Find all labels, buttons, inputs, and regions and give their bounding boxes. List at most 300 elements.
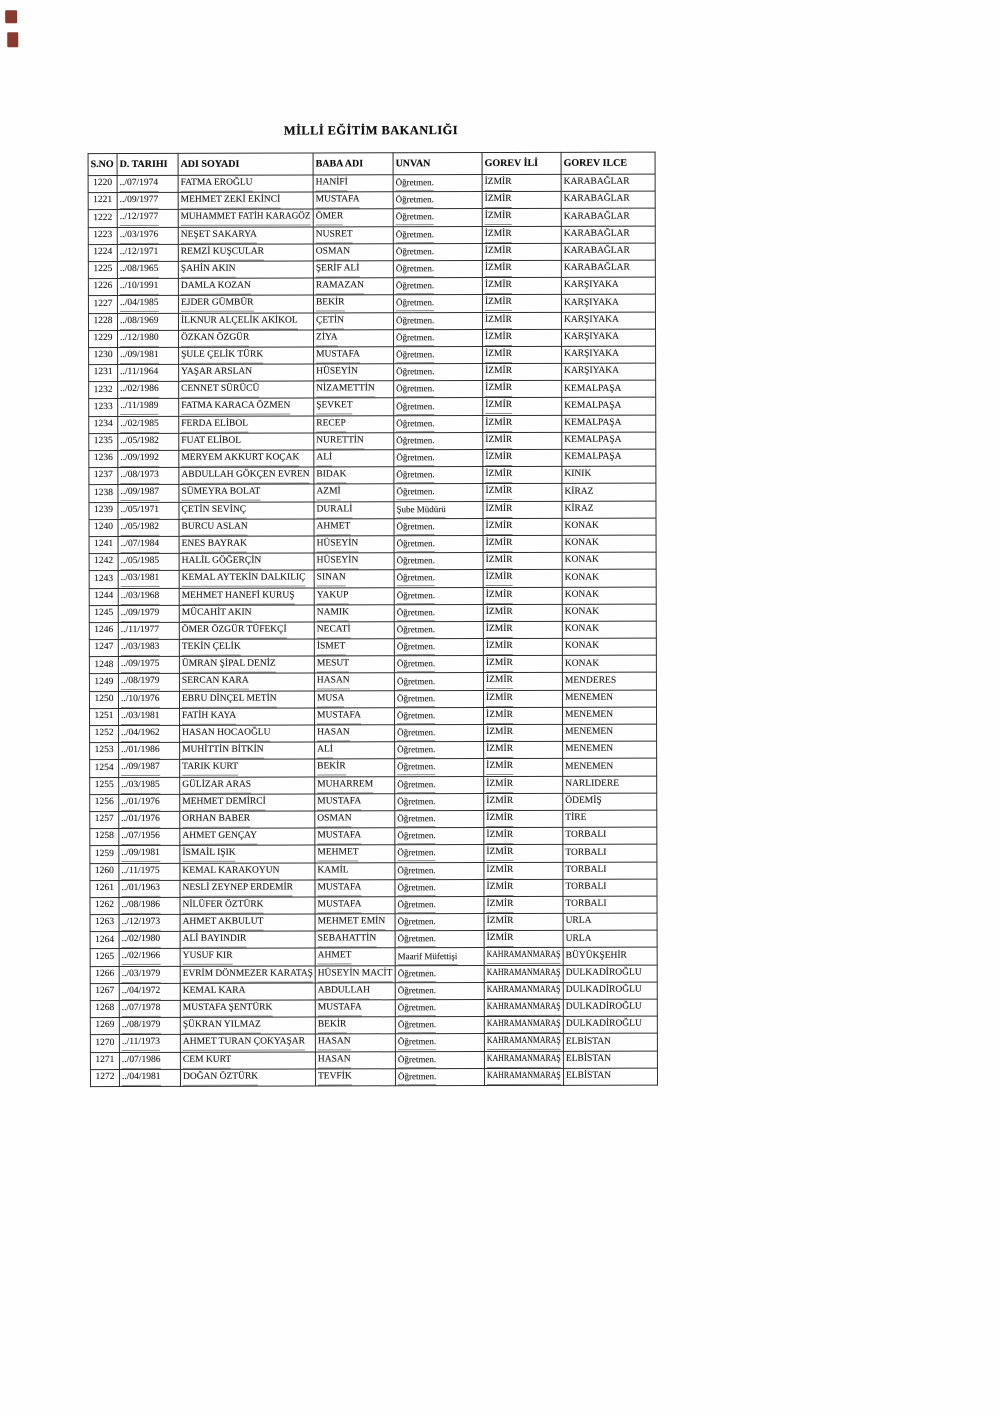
table-row bbox=[90, 1051, 657, 1070]
table-cell: ../07/1984 bbox=[118, 536, 179, 553]
table-cell: 1260 bbox=[90, 863, 119, 880]
table-cell: Öğretmen. bbox=[395, 776, 484, 793]
table-cell: ../02/1966 bbox=[119, 949, 180, 966]
table-row bbox=[90, 741, 657, 760]
table-cell: 1253 bbox=[90, 743, 119, 760]
table-cell: NİZAMETTİN bbox=[314, 381, 394, 398]
table-cell: KARŞIYAKA bbox=[561, 277, 655, 294]
table-cell: Öğretmen. bbox=[394, 432, 483, 449]
scan-artifact-mark bbox=[7, 32, 18, 47]
table-cell: AHMET TURAN ÇOKYAŞAR bbox=[180, 1034, 315, 1052]
table-cell: ../11/1964 bbox=[118, 364, 179, 381]
table-cell: Öğretmen. bbox=[394, 587, 483, 604]
table-cell: İZMİR bbox=[482, 260, 561, 277]
table-row bbox=[89, 346, 656, 365]
table-cell: HASAN bbox=[315, 1034, 395, 1051]
table-cell: ../05/1971 bbox=[118, 502, 179, 519]
table-cell: TEKİN ÇELİK bbox=[179, 639, 314, 657]
table-row bbox=[88, 226, 655, 245]
table-cell: Öğretmen. bbox=[393, 278, 482, 295]
table-cell: 1233 bbox=[89, 399, 118, 416]
table-row bbox=[90, 776, 657, 795]
table-row bbox=[88, 191, 655, 210]
table-cell: SERCAN KARA bbox=[179, 673, 314, 691]
column-header: ADI SOYADI bbox=[178, 153, 313, 175]
table-cell: 1239 bbox=[89, 502, 118, 519]
table-cell: KEMALPAŞA bbox=[562, 449, 656, 466]
table-cell: 1264 bbox=[90, 932, 119, 949]
table-cell: MUSTAFA bbox=[315, 897, 395, 914]
table-cell: Öğretmen. bbox=[394, 673, 483, 690]
table-cell: ../02/1986 bbox=[118, 382, 179, 399]
table-cell: Öğretmen. bbox=[395, 1017, 484, 1034]
table-row bbox=[88, 277, 655, 296]
table-cell: ../08/1973 bbox=[118, 468, 179, 485]
table-cell: İZMİR bbox=[483, 381, 562, 398]
table-cell: SÜMEYRA BOLAT bbox=[179, 484, 314, 502]
table-cell: ../10/1991 bbox=[117, 278, 178, 295]
table-cell: NURETTİN bbox=[314, 433, 394, 450]
table-cell: ../02/1985 bbox=[118, 416, 179, 433]
table-row bbox=[89, 604, 656, 623]
table-row bbox=[88, 260, 655, 279]
table-cell: ../09/1987 bbox=[118, 485, 179, 502]
table-cell: Maarif Müfettişi bbox=[395, 948, 484, 965]
table-cell: 1259 bbox=[90, 846, 119, 863]
table-cell: Öğretmen. bbox=[395, 725, 484, 742]
table-cell: ../11/1975 bbox=[119, 863, 180, 880]
table-cell: ../08/1965 bbox=[117, 261, 178, 278]
table-cell: İZMİR bbox=[483, 707, 562, 724]
table-cell: İZMİR bbox=[484, 776, 563, 793]
table-cell: ÖDEMİŞ bbox=[563, 793, 657, 810]
table-cell: TEVFİK bbox=[315, 1069, 395, 1086]
table-cell: MUHİTTİN BİTKİN bbox=[180, 742, 315, 760]
table-cell: Öğretmen. bbox=[395, 896, 484, 913]
table-cell: İZMİR bbox=[483, 604, 562, 621]
table-cell: İZMİR bbox=[484, 913, 563, 930]
table-cell: Öğretmen. bbox=[393, 243, 482, 260]
table-cell: KARŞIYAKA bbox=[562, 346, 656, 363]
table-cell: Öğretmen. bbox=[393, 192, 482, 209]
table-cell: İZMİR bbox=[483, 587, 562, 604]
table-cell: KAHRAMANMARAŞ bbox=[484, 999, 563, 1016]
table-cell: MÜCAHİT AKIN bbox=[179, 605, 314, 623]
table-cell: KEMALPAŞA bbox=[562, 398, 656, 415]
table-cell: HASAN bbox=[315, 725, 395, 742]
table-cell: 1244 bbox=[89, 588, 118, 605]
table-cell: ALİ bbox=[315, 742, 395, 759]
table-cell: ../12/1977 bbox=[117, 210, 178, 227]
table-cell: OSMAN bbox=[315, 811, 395, 828]
table-cell: Öğretmen. bbox=[395, 828, 484, 845]
table-cell: KAHRAMANMARAŞ bbox=[484, 1034, 563, 1051]
table-cell: DULKADİROĞLU bbox=[563, 1016, 657, 1033]
table-cell: Öğretmen. bbox=[395, 862, 484, 879]
table-cell: ÜMRAN ŞİPAL DENİZ bbox=[179, 656, 314, 674]
table-cell: İZMİR bbox=[483, 673, 562, 690]
table-cell: MUSTAFA bbox=[315, 794, 395, 811]
table-row bbox=[89, 501, 656, 520]
table-row bbox=[89, 655, 656, 674]
table-cell: İZMİR bbox=[484, 827, 563, 844]
table-cell: İZMİR bbox=[484, 742, 563, 759]
table-cell: URLA bbox=[563, 913, 657, 930]
table-cell: İZMİR bbox=[483, 449, 562, 466]
table-row bbox=[89, 638, 656, 657]
table-row bbox=[90, 844, 657, 863]
table-cell: İZMİR bbox=[483, 329, 562, 346]
table-row bbox=[90, 707, 657, 726]
table-cell: 1243 bbox=[89, 571, 118, 588]
table-row bbox=[90, 948, 657, 967]
table-cell: ŞERİF ALİ bbox=[313, 261, 393, 278]
table-cell: YAKUP bbox=[314, 587, 394, 604]
table-cell: MENEMEN bbox=[563, 741, 657, 758]
table-cell: 1265 bbox=[90, 949, 119, 966]
table-cell: RAMAZAN bbox=[313, 278, 393, 295]
table-cell: 1241 bbox=[89, 536, 118, 553]
table-cell: NEŞET SAKARYA bbox=[178, 227, 313, 245]
table-cell: ../01/1976 bbox=[119, 794, 180, 811]
table-cell: ../03/1976 bbox=[117, 227, 178, 244]
table-cell: İZMİR bbox=[483, 690, 562, 707]
table-cell: Öğretmen. bbox=[394, 518, 483, 535]
table-cell: Öğretmen. bbox=[394, 329, 483, 346]
table-cell: 1227 bbox=[88, 296, 117, 313]
table-cell: ELBİSTAN bbox=[563, 1033, 657, 1050]
table-row bbox=[89, 432, 656, 451]
table-header bbox=[88, 152, 655, 175]
table-cell: MUHARREM bbox=[315, 776, 395, 793]
table-row bbox=[89, 466, 656, 485]
table-cell: KAHRAMANMARAŞ bbox=[484, 1017, 563, 1034]
table-cell: EBRU DİNÇEL METİN bbox=[179, 691, 314, 709]
table-cell: İZMİR bbox=[482, 312, 561, 329]
table-cell: DULKADİROĞLU bbox=[563, 999, 657, 1016]
table-cell: Öğretmen. bbox=[393, 226, 482, 243]
table-cell: 1268 bbox=[90, 1000, 119, 1017]
table-row bbox=[90, 965, 657, 984]
table-cell: ../04/1981 bbox=[119, 1069, 180, 1086]
table-cell: Öğretmen. bbox=[394, 604, 483, 621]
table-cell: ../11/1977 bbox=[118, 622, 179, 639]
table-cell: ŞEVKET bbox=[314, 398, 394, 415]
table-cell: KARŞIYAKA bbox=[561, 312, 655, 329]
table-row bbox=[90, 1068, 657, 1087]
table-row bbox=[89, 621, 656, 640]
table-cell: Öğretmen. bbox=[394, 467, 483, 484]
table-cell: Öğretmen. bbox=[394, 553, 483, 570]
table-cell: 1272 bbox=[90, 1069, 119, 1086]
table-cell: MUSTAFA bbox=[315, 828, 395, 845]
table-cell: ENES BAYRAK bbox=[179, 536, 314, 554]
table-cell: KONAK bbox=[562, 604, 656, 621]
table-cell: 1267 bbox=[90, 983, 119, 1000]
table-cell: ../02/1980 bbox=[119, 932, 180, 949]
table-cell: Öğretmen. bbox=[394, 639, 483, 656]
table-cell: İZMİR bbox=[483, 501, 562, 518]
table-cell: ../01/1976 bbox=[119, 811, 180, 828]
table-cell: DULKADİROĞLU bbox=[563, 965, 657, 982]
table-cell: KAHRAMANMARAŞ bbox=[484, 982, 563, 999]
table-row bbox=[89, 380, 656, 399]
table-cell: 1248 bbox=[89, 657, 118, 674]
table-cell: KAHRAMANMARAŞ bbox=[484, 1068, 563, 1085]
table-cell: TORBALI bbox=[563, 862, 657, 879]
table-cell: 1258 bbox=[90, 829, 119, 846]
table-cell: ../08/1986 bbox=[119, 897, 180, 914]
table-cell: Öğretmen. bbox=[395, 845, 484, 862]
table-cell: 1256 bbox=[90, 794, 119, 811]
table-cell: Şube Müdürü bbox=[394, 501, 483, 518]
table-cell: KİRAZ bbox=[562, 483, 656, 500]
table-cell: KEMALPAŞA bbox=[562, 432, 656, 449]
table-cell: İZMİR bbox=[482, 277, 561, 294]
table-cell: TORBALI bbox=[563, 844, 657, 861]
table-cell: NARLIDERE bbox=[563, 776, 657, 793]
table-header-row bbox=[88, 152, 655, 175]
table-cell: ../12/1973 bbox=[119, 914, 180, 931]
table-cell: Öğretmen. bbox=[394, 415, 483, 432]
table-cell: SINAN bbox=[314, 570, 394, 587]
table-cell: ÇETİN SEVİNÇ bbox=[179, 502, 314, 520]
table-cell: 1254 bbox=[90, 760, 119, 777]
table-cell: Öğretmen. bbox=[395, 879, 484, 896]
table-row bbox=[89, 587, 656, 606]
table-cell: FUAT ELİBOL bbox=[179, 433, 314, 451]
table-cell: OSMAN bbox=[313, 244, 393, 261]
table-cell: GÜLİZAR ARAS bbox=[180, 777, 315, 795]
table-cell: KONAK bbox=[562, 552, 656, 569]
table-cell: MESUT bbox=[314, 656, 394, 673]
table-cell: 1225 bbox=[88, 261, 117, 278]
table-cell: 1266 bbox=[90, 966, 119, 983]
table-cell: İZMİR bbox=[483, 432, 562, 449]
table-cell: KARABAĞLAR bbox=[561, 226, 655, 243]
table-cell: KONAK bbox=[562, 535, 656, 552]
table-cell: İZMİR bbox=[483, 638, 562, 655]
table-cell: 1226 bbox=[88, 279, 117, 296]
table-row bbox=[88, 294, 655, 313]
table-cell: KİRAZ bbox=[562, 501, 656, 518]
table-cell: İZMİR bbox=[483, 656, 562, 673]
table-cell: 1220 bbox=[88, 176, 117, 193]
table-cell: MUHAMMET FATİH KARAGÖZ bbox=[178, 209, 313, 227]
table-cell: HASAN bbox=[315, 1051, 395, 1068]
table-cell: KONAK bbox=[562, 569, 656, 586]
table-cell: ../09/1992 bbox=[118, 450, 179, 467]
table-cell: Öğretmen. bbox=[393, 312, 482, 329]
table-cell: Öğretmen. bbox=[395, 931, 484, 948]
table-cell: KARABAĞLAR bbox=[561, 208, 655, 225]
table-cell: 1251 bbox=[90, 708, 119, 725]
table-cell: Öğretmen. bbox=[393, 260, 482, 277]
table-row bbox=[90, 913, 657, 932]
table-cell: URLA bbox=[563, 930, 657, 947]
table-cell: Öğretmen. bbox=[395, 759, 484, 776]
table-cell: Öğretmen. bbox=[393, 295, 482, 312]
table-cell: ../04/1972 bbox=[119, 983, 180, 1000]
table-cell: 1262 bbox=[90, 897, 119, 914]
table-cell: İZMİR bbox=[482, 243, 561, 260]
table-cell: İZMİR bbox=[483, 346, 562, 363]
table-cell: BEKİR bbox=[313, 295, 393, 312]
table-cell: AHMET GENÇAY bbox=[180, 828, 315, 846]
table-row bbox=[88, 312, 655, 331]
table-row bbox=[88, 243, 655, 262]
table-cell: ŞAHİN AKIN bbox=[178, 261, 313, 279]
table-cell: İZMİR bbox=[482, 226, 561, 243]
table-cell: HASAN bbox=[314, 673, 394, 690]
table-cell: HANİFİ bbox=[313, 175, 393, 192]
table-row bbox=[90, 1016, 657, 1035]
table-cell: MERYEM AKKURT KOÇAK bbox=[179, 450, 314, 468]
table-row bbox=[90, 758, 657, 777]
table-cell: MUSA bbox=[314, 690, 394, 707]
table-cell: Öğretmen. bbox=[394, 364, 483, 381]
table-cell: İZMİR bbox=[483, 363, 562, 380]
table-row bbox=[89, 363, 656, 382]
table-cell: ../09/1981 bbox=[118, 347, 179, 364]
table-cell: Öğretmen. bbox=[395, 1000, 484, 1017]
table-cell: 1237 bbox=[89, 468, 118, 485]
table-cell: ../01/1986 bbox=[119, 743, 180, 760]
table-cell: NİLÜFER ÖZTÜRK bbox=[180, 897, 315, 915]
table-cell: İZMİR bbox=[483, 398, 562, 415]
table-row bbox=[89, 449, 656, 468]
table-cell: HÜSEYİN bbox=[314, 364, 394, 381]
table-cell: AHMET AKBULUT bbox=[180, 914, 315, 932]
table-cell: KAMİL bbox=[315, 862, 395, 879]
table-cell: Öğretmen. bbox=[393, 175, 482, 192]
table-cell: MEHMET EMİN bbox=[315, 914, 395, 931]
table-cell: İZMİR bbox=[483, 570, 562, 587]
table-cell: İZMİR bbox=[484, 845, 563, 862]
table-cell: 1236 bbox=[89, 450, 118, 467]
table-cell: KEMAL AYTEKİN DALKILIÇ bbox=[179, 570, 314, 588]
table-cell: ../03/1979 bbox=[119, 966, 180, 983]
table-cell: MUSTAFA ŞENTÜRK bbox=[180, 1000, 315, 1018]
table-cell: AHMET bbox=[314, 519, 394, 536]
table-cell: 1249 bbox=[89, 674, 118, 691]
table-row bbox=[89, 535, 656, 554]
table-cell: DULKADİROĞLU bbox=[563, 982, 657, 999]
table-cell: KAHRAMANMARAŞ bbox=[484, 1051, 563, 1068]
table-cell: AZMİ bbox=[314, 484, 394, 501]
table-cell: MENDERES bbox=[562, 673, 656, 690]
table-row bbox=[89, 673, 656, 692]
table-cell: MUSTAFA bbox=[314, 347, 394, 364]
table-cell: ALİ bbox=[314, 450, 394, 467]
table-cell: FATMA EROĞLU bbox=[178, 175, 313, 193]
table-cell: Öğretmen. bbox=[394, 690, 483, 707]
table-cell: TORBALI bbox=[563, 896, 657, 913]
table-cell: KAHRAMANMARAŞ bbox=[484, 965, 563, 982]
table-cell: ../11/1989 bbox=[118, 399, 179, 416]
table-row bbox=[90, 982, 657, 1001]
table-cell: Öğretmen. bbox=[394, 381, 483, 398]
table-cell: ../09/1979 bbox=[118, 605, 179, 622]
table-cell: MEHMET ZEKİ EKİNCİ bbox=[178, 192, 313, 210]
table-cell: FATİH KAYA bbox=[180, 708, 315, 726]
table-cell: İZMİR bbox=[482, 192, 561, 209]
table-cell: ŞÜKRAN YILMAZ bbox=[180, 1017, 315, 1035]
table-cell: Öğretmen. bbox=[395, 914, 484, 931]
table-cell: DOĞAN ÖZTÜRK bbox=[180, 1069, 315, 1087]
table-cell: İSMAİL IŞIK bbox=[180, 845, 315, 863]
table-cell: İZMİR bbox=[484, 862, 563, 879]
table-cell: ../05/1982 bbox=[118, 433, 179, 450]
table-cell: KEMALPAŞA bbox=[562, 415, 656, 432]
table-cell: ABDULLAH bbox=[315, 983, 395, 1000]
table-cell: NECATİ bbox=[314, 622, 394, 639]
table-cell: EVRİM DÖNMEZER KARATAŞ bbox=[180, 966, 315, 984]
table-cell: ../03/1985 bbox=[119, 777, 180, 794]
column-header: UNVAN bbox=[393, 153, 482, 175]
table-cell: Öğretmen. bbox=[395, 1051, 484, 1068]
table-row bbox=[89, 483, 656, 502]
table-cell: TARIK KURT bbox=[180, 759, 315, 777]
table-row bbox=[90, 793, 657, 812]
table-cell: MUSTAFA bbox=[313, 192, 393, 209]
table-cell: MEHMET HANEFİ KURUŞ bbox=[179, 587, 314, 605]
table-cell: ../11/1973 bbox=[119, 1035, 180, 1052]
table-cell: KINIK bbox=[562, 466, 656, 483]
table-cell: MENEMEN bbox=[563, 758, 657, 775]
table-cell: İZMİR bbox=[483, 518, 562, 535]
scan-artifact-mark bbox=[5, 10, 17, 23]
table-cell: 1234 bbox=[89, 416, 118, 433]
table-cell: MENEMEN bbox=[562, 707, 656, 724]
table-cell: ABDULLAH GÖKÇEN EVREN bbox=[179, 467, 314, 485]
table-row bbox=[90, 827, 657, 846]
table-cell: 1242 bbox=[89, 554, 118, 571]
table-cell: Öğretmen. bbox=[394, 570, 483, 587]
table-cell: Öğretmen. bbox=[395, 742, 484, 759]
table-cell: ../05/1985 bbox=[118, 553, 179, 570]
table-cell: 1229 bbox=[89, 330, 118, 347]
table-cell: ../08/1979 bbox=[118, 674, 179, 691]
table-cell: BIDAK bbox=[314, 467, 394, 484]
table-cell: ../04/1985 bbox=[117, 296, 178, 313]
table-cell: KARABAĞLAR bbox=[561, 260, 655, 277]
table-cell: DURALİ bbox=[314, 501, 394, 518]
table-cell: ../03/1968 bbox=[118, 588, 179, 605]
table-cell: ÇETİN bbox=[313, 312, 393, 329]
table-cell: İZMİR bbox=[483, 467, 562, 484]
table-cell: 1271 bbox=[90, 1052, 119, 1069]
table-cell: Öğretmen. bbox=[395, 810, 484, 827]
column-header: GOREV ILCE bbox=[561, 152, 655, 174]
table-cell: ORHAN BABER bbox=[180, 811, 315, 829]
table-cell: İZMİR bbox=[482, 295, 561, 312]
table-cell: İZMİR bbox=[483, 535, 562, 552]
table-cell: ELBİSTAN bbox=[563, 1051, 657, 1068]
table-cell: KONAK bbox=[562, 587, 656, 604]
table-cell: 1232 bbox=[89, 382, 118, 399]
table-cell: AHMET bbox=[315, 948, 395, 965]
table-cell: TORBALI bbox=[563, 879, 657, 896]
table-cell: YAŞAR ARSLAN bbox=[179, 364, 314, 382]
table-cell: ../03/1981 bbox=[118, 571, 179, 588]
table-row bbox=[89, 329, 656, 348]
column-header: BABA ADI bbox=[313, 153, 393, 175]
table-cell: ELBİSTAN bbox=[563, 1068, 657, 1085]
table-cell: ÖZKAN ÖZGÜR bbox=[179, 330, 314, 348]
table-cell: Öğretmen. bbox=[395, 965, 484, 982]
table-cell: FERDA ELİBOL bbox=[179, 416, 314, 434]
